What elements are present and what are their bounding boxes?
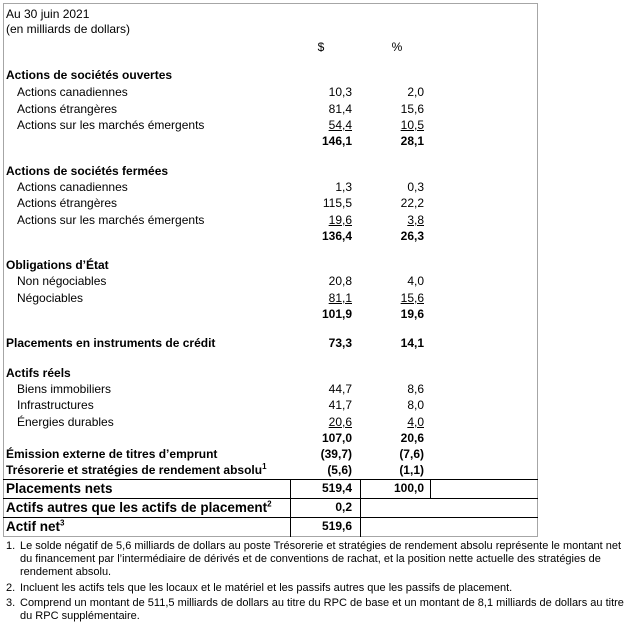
row-value-percent: 4,0 [407, 274, 424, 288]
row-value-percent: 22,2 [400, 196, 424, 210]
column-divider [360, 498, 361, 537]
section-title-public-equity: Actions de sociétés ouvertes [6, 68, 173, 82]
divider-line [3, 479, 538, 480]
table-date: Au 30 juin 2021 [6, 7, 90, 21]
row-label: Actions canadiennes [17, 85, 128, 99]
subtotal-percent: 20,6 [400, 431, 424, 445]
row-value-dollars: 20,6 [328, 415, 352, 429]
column-header-dollars: $ [317, 40, 325, 54]
column-divider [360, 479, 361, 498]
row-value-dollars: 19,6 [328, 213, 352, 227]
section-title-private-equity: Actions de sociétés fermées [6, 164, 169, 178]
row-label: Négociables [17, 291, 84, 305]
footnote-number: 3. [6, 597, 16, 609]
subtotal-percent: 19,6 [400, 307, 424, 321]
net-investments-dollars: 519,4 [321, 481, 352, 495]
debt-issuance-percent: (7,6) [399, 447, 424, 461]
row-label: Actions étrangères [17, 102, 118, 116]
row-label: Actions étrangères [17, 196, 118, 210]
footnote [6, 597, 626, 623]
row-label: Énergies durables [17, 415, 114, 429]
debt-issuance-label: Émission externe de titres d’emprunt [6, 447, 218, 461]
column-header-percent: % [391, 40, 403, 54]
row-value-percent: 8,6 [407, 382, 424, 396]
net-investments-label: Placements nets [6, 481, 113, 496]
row-label: Actions canadiennes [17, 180, 128, 194]
footnote [6, 540, 626, 579]
subtotal-percent: 26,3 [400, 229, 424, 243]
row-value-percent: 10,5 [400, 118, 424, 132]
credit-value-percent: 14,1 [400, 336, 424, 350]
section-title-credit: Placements en instruments de crédit [6, 336, 216, 350]
row-label: Infrastructures [17, 398, 94, 412]
subtotal-dollars: 146,1 [321, 134, 352, 148]
row-value-dollars: 54,4 [328, 118, 352, 132]
row-value-percent: 15,6 [400, 102, 424, 116]
footnote [6, 582, 626, 595]
row-value-dollars: 41,7 [328, 398, 352, 412]
subtotal-dollars: 107,0 [321, 431, 352, 445]
row-label: Actions sur les marchés émergents [17, 213, 205, 227]
credit-value-dollars: 73,3 [328, 336, 352, 350]
row-value-percent: 0,3 [407, 180, 424, 194]
section-title-government-bonds: Obligations d’État [6, 258, 109, 272]
footnote-ref: 3 [60, 518, 65, 528]
subtotal-percent: 28,1 [400, 134, 424, 148]
divider-line [3, 517, 538, 518]
table-unit: (en milliards de dollars) [6, 22, 131, 36]
row-value-dollars: 20,8 [328, 274, 352, 288]
subtotal-dollars: 101,9 [321, 307, 352, 321]
row-value-dollars: 81,4 [328, 102, 352, 116]
non-investment-assets-label: Actifs autres que les actifs de placement$^2$ [6, 499, 272, 515]
treasury-percent: (1,1) [399, 463, 424, 477]
footnote-number: 1. [6, 540, 16, 552]
row-label: Biens immobiliers [17, 382, 112, 396]
footnote-text: Le solde négatif de 5,6 milliards de dollars au poste Trésorerie et stratégies de rendement absolu représente le montant net du financement par l’intermédiaire de dérivés et de conventions de rachat, et la position nette actuelle des stratégies de rendement absolu. [20, 540, 622, 578]
row-value-percent: 3,8 [407, 213, 424, 227]
footnote-text: Incluent les actifs tels que les locaux et le matériel et les passifs autres que les passifs de placement. [20, 582, 513, 594]
row-label: Actions sur les marchés émergents [17, 118, 205, 132]
row-value-dollars: 81,1 [328, 291, 352, 305]
row-value-dollars: 44,7 [328, 382, 352, 396]
footnote-text: Comprend un montant de 511,5 milliards de dollars au titre du RPC de base et un montant de 8,1 milliards de dollars au titre du RPC supplémentaire. [20, 597, 624, 622]
subtotal-dollars: 136,4 [321, 229, 352, 243]
net-investments-percent: 100,0 [393, 481, 424, 495]
non-investment-assets-dollars: 0,2 [335, 500, 352, 514]
footnote-number: 2. [6, 582, 16, 594]
footnote-ref: 1 [262, 462, 267, 471]
net-assets-label: Actif net$^3$ [6, 518, 65, 534]
treasury-label: Trésorerie et stratégies de rendement absolu$^1$ [6, 462, 267, 477]
treasury-dollars: (5,6) [327, 463, 352, 477]
row-value-percent: 4,0 [407, 415, 424, 429]
row-value-dollars: 10,3 [328, 85, 352, 99]
row-label: Non négociables [17, 274, 107, 288]
footnote-ref: 2 [267, 499, 272, 509]
row-value-percent: 8,0 [407, 398, 424, 412]
net-assets-dollars: 519,6 [321, 519, 352, 533]
column-divider [430, 479, 431, 498]
debt-issuance-dollars: (39,7) [320, 447, 352, 461]
row-value-percent: 15,6 [400, 291, 424, 305]
row-value-dollars: 1,3 [335, 180, 352, 194]
section-title-real-assets: Actifs réels [6, 366, 71, 380]
row-value-percent: 2,0 [407, 85, 424, 99]
row-value-dollars: 115,5 [322, 196, 352, 210]
